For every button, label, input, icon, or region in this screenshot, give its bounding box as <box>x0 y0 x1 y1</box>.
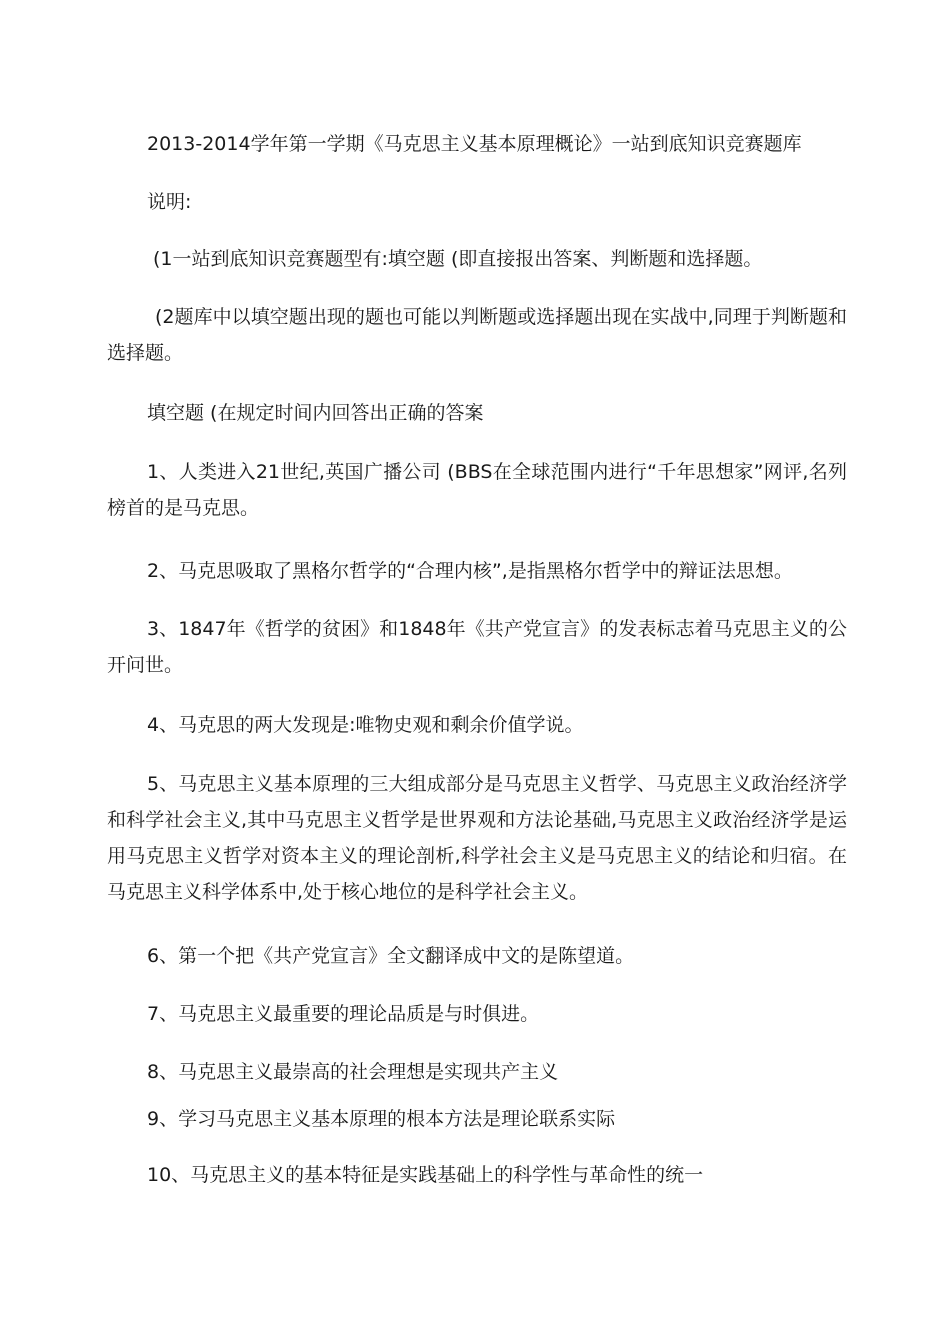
list-item-3: 3、1847年《哲学的贫困》和1848年《共产党宣言》的发表标志着马克思主义的公开问世。 <box>107 618 847 676</box>
list-item-8: 8、马克思主义最崇高的社会理想是实现共产主义 <box>147 1061 559 1083</box>
note-label: 说明: <box>147 191 192 213</box>
list-item-1: 1、人类进入21世纪,英国广播公司 (BBS在全球范围内进行“千年思想家”网评,名列榜首的是马克思。 <box>107 461 847 519</box>
document-title: 2013-2014学年第一学期《马克思主义基本原理概论》一站到底知识竞赛题库 <box>147 133 802 155</box>
section-heading: 填空题 (在规定时间内回答出正确的答案 <box>147 402 484 424</box>
note-1: (1一站到底知识竞赛题型有:填空题 (即直接报出答案、判断题和选择题。 <box>153 248 763 270</box>
list-item-5: 5、马克思主义基本原理的三大组成部分是马克思主义哲学、马克思主义政治经济学和科学社会主义,其中马克思主义哲学是世界观和方法论基础,马克思主义政治经济学是运用马克思主义哲学对资本主义的理论剖析,科学社会主义是马克思主义的结论和归宿。在马克思主义科学体系中,处于核心地位的是科学社会主义。 <box>107 773 847 903</box>
list-item-4: 4、马克思的两大发现是:唯物史观和剩余价值学说。 <box>147 714 584 736</box>
list-item-9: 9、学习马克思主义基本原理的根本方法是理论联系实际 <box>147 1108 616 1130</box>
note-2: (2题库中以填空题出现的题也可能以判断题或选择题出现在实战中,同理于判断题和选择题。 <box>107 306 847 364</box>
list-item-10: 10、马克思主义的基本特征是实践基础上的科学性与革命性的统一 <box>147 1164 704 1186</box>
list-item-7: 7、马克思主义最重要的理论品质是与时俱进。 <box>147 1003 540 1025</box>
list-item-6: 6、第一个把《共产党宣言》全文翻译成中文的是陈望道。 <box>147 945 635 967</box>
list-item-2: 2、马克思吸取了黑格尔哲学的“合理内核”,是指黑格尔哲学中的辩证法思想。 <box>147 560 793 582</box>
